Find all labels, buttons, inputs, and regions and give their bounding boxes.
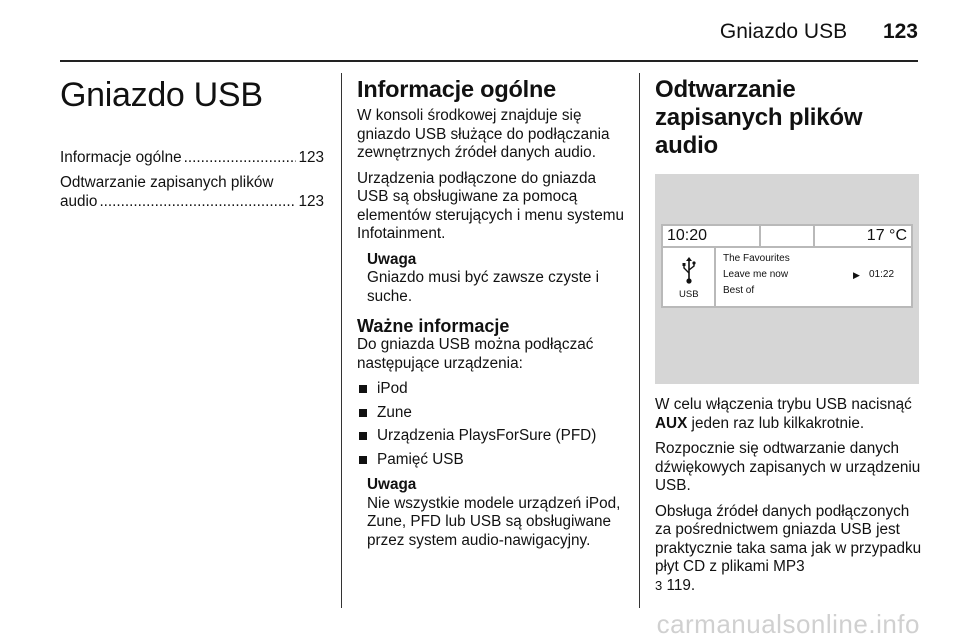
display-illustration [655, 174, 919, 384]
screen-track-item: Leave me now [723, 269, 789, 280]
paragraph: Rozpocznie się odtwarzanie danych dźwiękowych zapisanych w urządzeniu USB. [655, 440, 921, 494]
screen-track-item: Best of [723, 285, 755, 296]
screen-temperature: 17 °C [866, 227, 907, 244]
toc-entry-page: 123 [298, 193, 324, 210]
list-item: iPod [357, 380, 625, 399]
screen-divider [714, 248, 716, 306]
toc-leader-dots [99, 192, 296, 211]
column-divider-2 [639, 73, 640, 608]
header-rule [60, 60, 918, 62]
toc-entry-label: Informacje ogólne [60, 149, 182, 166]
subsection-title-important: Ważne informacje [357, 316, 510, 336]
note-label: Uwaga [367, 250, 417, 268]
running-header-title: Gniazdo USB [719, 20, 848, 43]
column-divider-1 [341, 73, 342, 608]
list-item: Pamięć USB [357, 451, 625, 470]
list-item: Urządzenia PlaysForSure (PFD) [357, 427, 625, 446]
playback-column [655, 76, 925, 602]
usb-icon [682, 257, 696, 285]
screen-clock: 10:20 [667, 227, 708, 244]
note-text: Gniazdo musi być zawsze czyste i suche. [367, 269, 600, 305]
infotainment-screen [661, 224, 913, 308]
list-item: Zune [357, 404, 625, 423]
page-reference[interactable]: 119. [662, 576, 696, 594]
watermark: carmanualsonline.info [656, 609, 920, 639]
chapter-column [60, 76, 324, 217]
toc-leader-dots [184, 148, 297, 167]
status-divider [759, 226, 761, 248]
paragraph: Do gniazda USB można podłączać następujące urządzenia: [357, 336, 594, 372]
screen-elapsed-time: 01:22 [869, 269, 895, 280]
paragraph-text: Obsługa źródeł danych podłączonych za pośrednictwem gniazda USB jest praktycznie taka sama jak w przypadku płyt CD z plikami MP3 [655, 502, 922, 575]
running-header [720, 20, 918, 44]
play-icon: ▶ [853, 270, 860, 280]
screen-source-label: USB [679, 289, 699, 300]
paragraph [655, 503, 925, 596]
paragraph-text: jeden raz lub kilkakrotnie. [687, 414, 865, 432]
section-title-playback: Odtwarzanie zapisanych plików audio [655, 76, 863, 159]
status-divider [813, 226, 815, 248]
device-list [357, 380, 625, 469]
paragraph [655, 396, 925, 433]
toc-entry-label: audio [60, 193, 98, 210]
screen-status-bar [663, 226, 911, 248]
section-title-general: Informacje ogólne [357, 76, 556, 102]
page-reference-icon: 3 [655, 577, 663, 593]
toc-entry-label-line: Odtwarzanie zapisanych plików [60, 174, 274, 191]
chapter-title: Gniazdo USB [60, 76, 263, 114]
paragraph-text: W celu włączenia trybu USB nacisnąć [655, 396, 912, 413]
page-number: 123 [882, 20, 918, 43]
note-text: Nie wszystkie modele urządzeń iPod, Zune, PFD lub USB są obsługiwane przez system audio-nawigacyjny. [367, 494, 621, 549]
paragraph: W konsoli środkowej znajduje się gniazdo USB służące do podłączania zewnętrznych źródeł danych audio. [357, 107, 610, 161]
paragraph: Urządzenia podłączone do gniazda USB są obsługiwane za pomocą elementów sterujących i menu systemu Infotainment. [357, 169, 624, 242]
note-label: Uwaga [367, 476, 417, 493]
note-box [367, 476, 625, 550]
toc-entry-page: 123 [298, 149, 324, 166]
toc-entry-playback[interactable] [60, 173, 324, 211]
screen-track-item: The Favourites [723, 253, 790, 264]
note-box [367, 251, 625, 307]
key-label-aux: AUX [655, 414, 688, 432]
toc-entry-general[interactable] [60, 148, 324, 167]
general-info-column [357, 76, 625, 557]
